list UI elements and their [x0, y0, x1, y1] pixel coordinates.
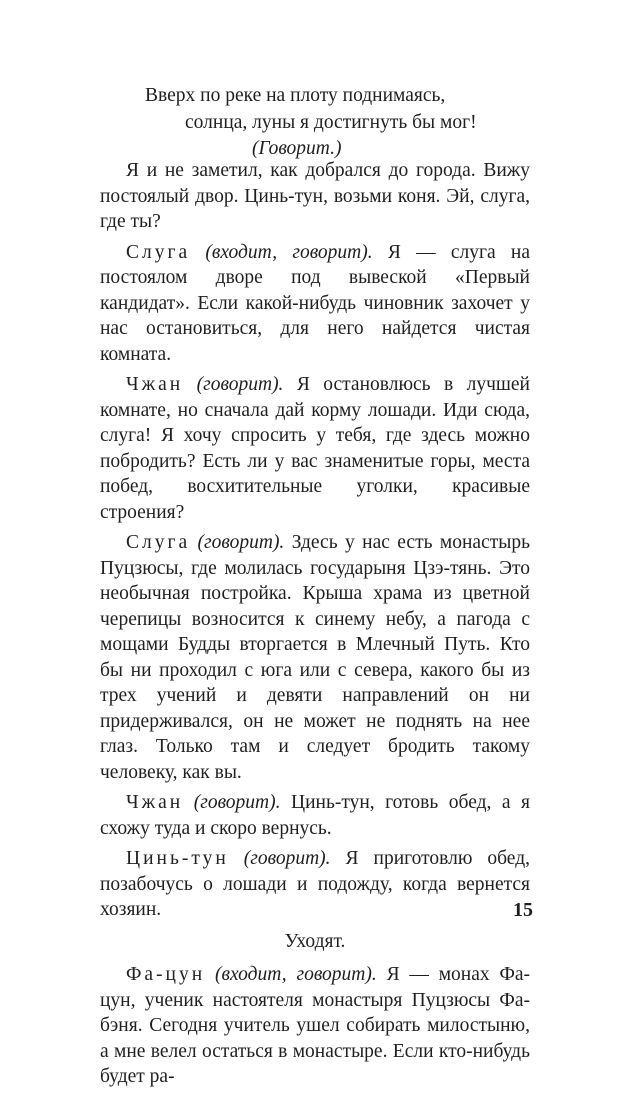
- paragraph: [100, 962, 530, 1090]
- speaker-direction: (входит, говорит).: [205, 241, 373, 263]
- paragraph: [100, 240, 530, 368]
- stage-direction-speaks: (Говорит.): [252, 138, 342, 159]
- paragraph-text: Цинь-тун, готовь обед, а я схожу туда и скоро вернусь.: [100, 792, 530, 839]
- page-number: 15: [513, 899, 533, 921]
- body-text: [100, 158, 530, 1095]
- speaker-direction: (говорит).: [196, 374, 284, 395]
- speaker-name: Слуга: [126, 241, 191, 263]
- paragraph-text: Я — монах Фа-цун, ученик настоятеля монастыря Пуцзюсы Фа-бэня. Сегодня учитель ушел собирать милостыню, а мне велел остаться в монастыре. Если кто-нибудь будет ра-: [100, 964, 530, 1087]
- paragraph-text: Я остановлюсь в лучшей комнате, но сначала дай корму лошади. Иди сюда, слуга! Я хочу спросить у тебя, где здесь можно побродить? Есть ли у вас знаменитые горы, места побед, восхитительные уголки, красивые строения?: [100, 374, 530, 523]
- paragraph: [100, 530, 530, 785]
- speaker-direction: (говорит).: [243, 848, 331, 869]
- speaker-name: Цинь-тун: [126, 848, 229, 869]
- paragraph: [100, 790, 530, 841]
- paragraph-text: Я приготовлю обед, позабочусь о лошади и подожду, когда вернется хозяин.: [100, 848, 530, 920]
- stage-direction-exit: Уходят.: [284, 930, 346, 952]
- paragraph: [100, 372, 530, 525]
- speaker-direction: (входит, говорит).: [215, 964, 377, 985]
- speaker-name: Чжан: [126, 792, 184, 813]
- speaker-direction: (говорит).: [193, 792, 281, 813]
- paragraph-text: Я — слуга на постоялом дворе под вывеской «Первый кандидат». Если какой-нибудь чиновник захочет у нас остановиться, для него найдется чистая комната.: [100, 241, 531, 365]
- speaker-name: Чжан: [126, 374, 184, 395]
- speaker-name: Фа-цун: [126, 964, 206, 985]
- speaker-direction: (говорит).: [197, 532, 285, 553]
- paragraph-text: Здесь у нас есть монастырь Пуцзюсы, где молилась государыня Цзэ-тянь. Это необычная постройка. Крыша храма из цветной черепицы возносится к синему небу, а пагода с мощами Будды вторгается в Млечный Путь. Кто бы ни проходил с юга или с севера, какого бы из трех учений и девяти направлений он ни придерживался, он не может не поднять на нее глаз. Только там и следует бродить такому человеку, как вы.: [100, 532, 531, 783]
- paragraph-text: Я и не заметил, как добрался до города. Вижу постоялый двор. Цинь-тун, возьми коня. Эй, слуга, где ты?: [100, 160, 530, 232]
- paragraph: [100, 846, 530, 923]
- verse-line-2: солнца, луны я достигнуть бы мог!: [185, 112, 477, 133]
- verse-line-1: Вверх по реке на плоту поднимаясь,: [145, 85, 446, 106]
- speaker-name: Слуга: [126, 532, 191, 553]
- paragraph: [100, 158, 530, 235]
